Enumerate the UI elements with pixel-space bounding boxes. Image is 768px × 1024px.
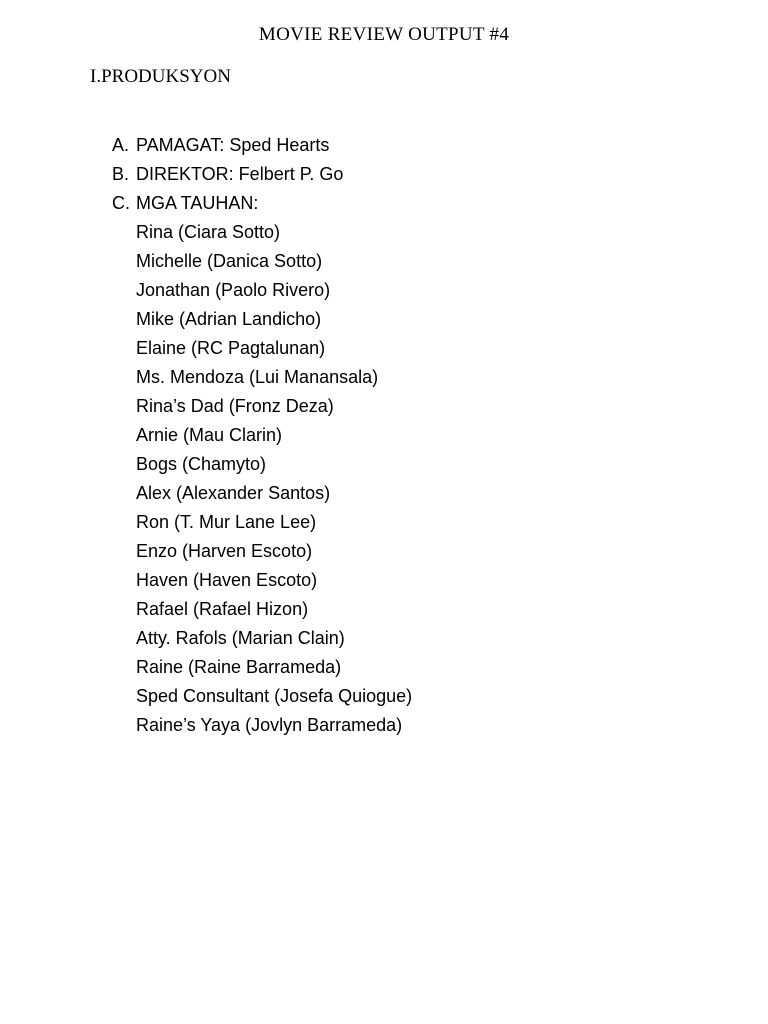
list-item-text: MGA TAUHAN: <box>136 193 259 213</box>
cast-item: Ms. Mendoza (Lui Manansala) <box>136 367 379 387</box>
cast-item: Enzo (Harven Escoto) <box>136 541 313 561</box>
list-item-cast-heading <box>112 189 343 218</box>
cast-item: Jonathan (Paolo Rivero) <box>136 280 331 300</box>
cast-item: Raine’s Yaya (Jovlyn Barrameda) <box>136 715 403 735</box>
cast-item: Rina’s Dad (Fronz Deza) <box>136 396 334 416</box>
cast-item: Michelle (Danica Sotto) <box>136 251 323 271</box>
cast-list <box>136 218 412 740</box>
list-marker: A. <box>112 135 130 155</box>
document-title: MOVIE REVIEW OUTPUT #4 <box>258 24 510 45</box>
list-item-title <box>112 131 343 160</box>
cast-item: Mike (Adrian Landicho) <box>136 309 322 329</box>
cast-item: Raine (Raine Barrameda) <box>136 657 342 677</box>
list-item-text: DIREKTOR: Felbert P. Go <box>136 164 344 184</box>
section-heading: I.PRODUKSYON <box>90 66 231 87</box>
cast-item: Rina (Ciara Sotto) <box>136 222 281 242</box>
cast-item: Arnie (Mau Clarin) <box>136 425 283 445</box>
list-marker: B. <box>112 164 130 184</box>
cast-item: Haven (Haven Escoto) <box>136 570 318 590</box>
production-list <box>112 131 343 218</box>
cast-item: Ron (T. Mur Lane Lee) <box>136 512 317 532</box>
cast-item: Sped Consultant (Josefa Quiogue) <box>136 686 413 706</box>
list-marker: C. <box>112 193 130 213</box>
list-item-director <box>112 160 343 189</box>
cast-item: Alex (Alexander Santos) <box>136 483 331 503</box>
cast-item: Rafael (Rafael Hizon) <box>136 599 309 619</box>
cast-item: Elaine (RC Pagtalunan) <box>136 338 326 358</box>
cast-item: Atty. Rafols (Marian Clain) <box>136 628 345 648</box>
list-item-text: PAMAGAT: Sped Hearts <box>136 135 330 155</box>
cast-item: Bogs (Chamyto) <box>136 454 267 474</box>
